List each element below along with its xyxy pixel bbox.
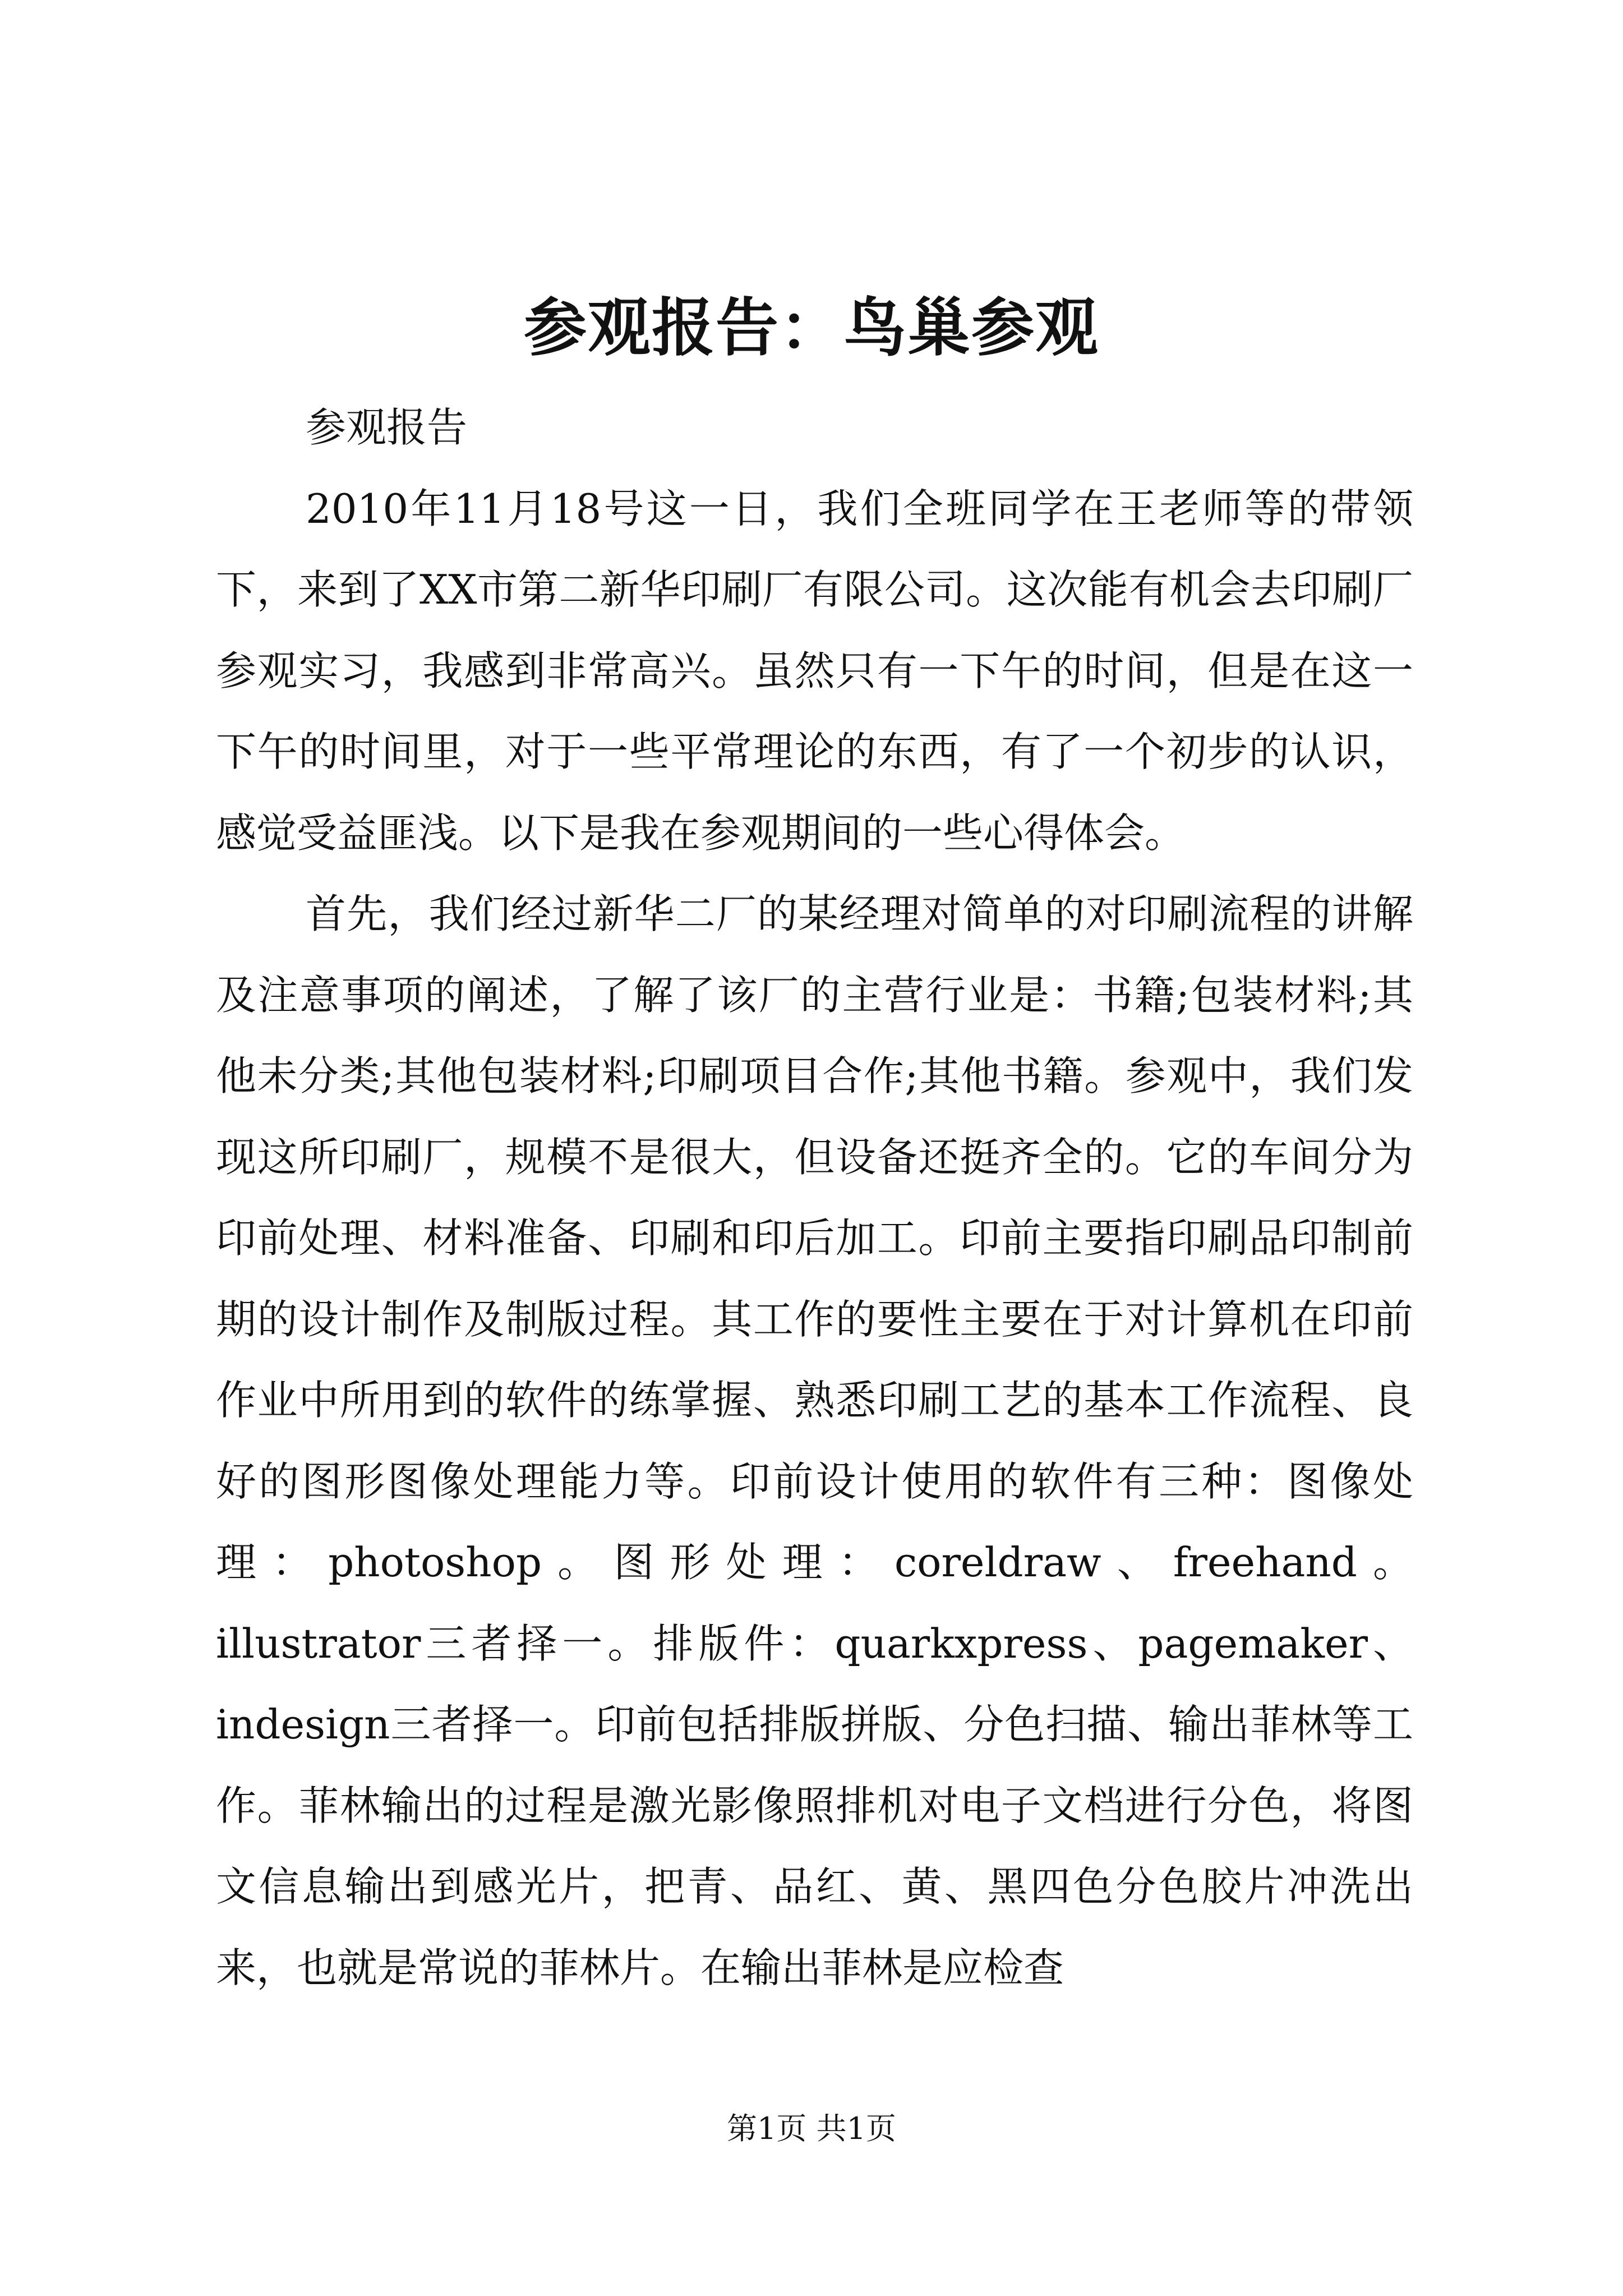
paragraph-main: 首先，我们经过新华二厂的某经理对简单的对印刷流程的讲解及注意事项的阐述，了解了该厂的主营行业是：书籍;包装材料;其他未分类;其他包装材料;印刷项目合作;其他书籍。参观中，我们发现这所印刷厂，规模不是很大，但设备还挺齐全的。它的车间分为印前处理、材料准备、印刷和印后加工。印前主要指印刷品印制前期的设计制作及制版过程。其工作的要性主要在于对计算机在印前作业中所用到的软件的练掌握、熟悉印刷工艺的基本工作流程、良好的图形图像处理能力等。印前设计使用的软件有三种：图像处理：photoshop。图形处理：coreldraw、freehand。illustrator三者择一。排版件：quarkxpress、pagemaker、indesign三者择一。印前包括排版拼版、分色扫描、输出菲林等工作。菲林输出的过程是激光影像照排机对电子文档进行分色，将图文信息输出到感光片，把青、品红、黄、黑四色分色胶片冲洗出来，也就是常说的菲林片。在输出菲林是应检查 [216,890,1413,1991]
paragraph-intro: 2010年11月18号这一日，我们全班同学在王老师等的带领下，来到了XX市第二新华印刷厂有限公司。这次能有机会去印刷厂参观实习，我感到非常高兴。虽然只有一下午的时间，但是在这一下午的时间里，对于一些平常理论的东西，有了一个初步的认识，感觉受益匪浅。以下是我在参观期间的一些心得体会。 [216,485,1413,857]
document-body [216,387,1413,2008]
document-title: 参观报告：鸟巢参观 [524,291,1099,365]
paragraph-heading: 参观报告 [306,404,468,451]
page-footer: 第1页 共1页 [727,2111,896,2146]
